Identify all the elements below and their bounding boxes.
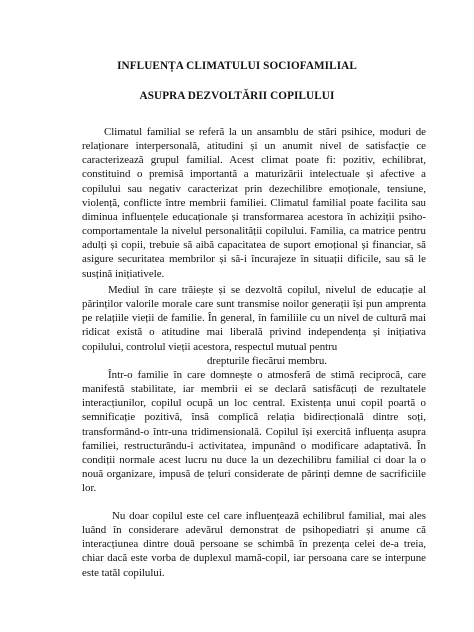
paragraph-environment-tail: drepturile fiecărui membru.: [206, 354, 328, 367]
paragraph-environment-main: Mediul în care trăiește și se dezvoltă copilul, nivelul de educație al părinților valorile morale care sunt transmise noilor generații își pun amprenta pe relațiile vieții de familie. În general, în familiile cu un nivel de cultură mai ridicat există o atitudine mai liberală privind independența și inițiativa copilului, controlul vieții acestora, respectul mutual pentru: [82, 284, 426, 353]
paragraph-child-influence: Nu doar copilul este cel care influențează echilibrul familial, mai ales luând în considerare adevărul demonstrat de psihopediatri și anume că interacțiunea dintre două persoane se schimbă în prezența celei de-a treia, chiar dacă este vorba de duplexul mamă-copil, iar persoana care se interpune este tatăl copilului.: [82, 510, 426, 579]
document-title-line-2: ASUPRA DEZVOLTĂRII COPILULUI: [139, 90, 335, 102]
document-title-line-1: INFLUENȚA CLIMATULUI SOCIOFAMILIAL: [117, 60, 357, 72]
paragraph-climate-definition: Climatul familial se referă la un ansamblu de stări psihice, moduri de relaționare interpersonală, atitudini și un anumit nivel de satisfacție ce caracterizează grupul familial. Acest climat poate fi: pozitiv, echilibrat, constituind o premisă importantă a maturizării intelectuale și afective a copilului sau negativ caracterizat prin dezechilibre emoționale, tensiune, violență, conflicte între membrii familiei. Climatul familial poate facilita sau diminua influențele educaționale și transformarea acestora în achiziții psiho-comportamentale la nivelul personalității copilului. Familia, ca matrice pentru adulți și copii, trebuie să aibă capacitatea de suport emoțional și financiar, să asigure securitatea membrilor și să-i încurajeze în situații dificile, sau să le susțină inițiativele.: [82, 126, 426, 280]
paragraph-family-atmosphere: Într-o familie în care domnește o atmosferă de stimă reciprocă, care manifestă stabilitate, iar membrii ei se declară satisfăcuți de rezultatele interacțiunilor, copilul ocupă un loc central. Existența unui copil poartă o semnificație pozitivă, însă complică relația bidirecțională dintre soți, transformând-o într-una tridimensională. Copilul își exercită influența asupra familiei, restructurându-i activitatea, impunând o modificare adaptativă. În condiții normale acest lucru nu duce la un dezechilibru familial ci doar la o nouă organizare, impusă de țeluri considerate de părinți demne de sacrificiile lor.: [82, 369, 426, 495]
paragraph-environment: [82, 283, 426, 368]
